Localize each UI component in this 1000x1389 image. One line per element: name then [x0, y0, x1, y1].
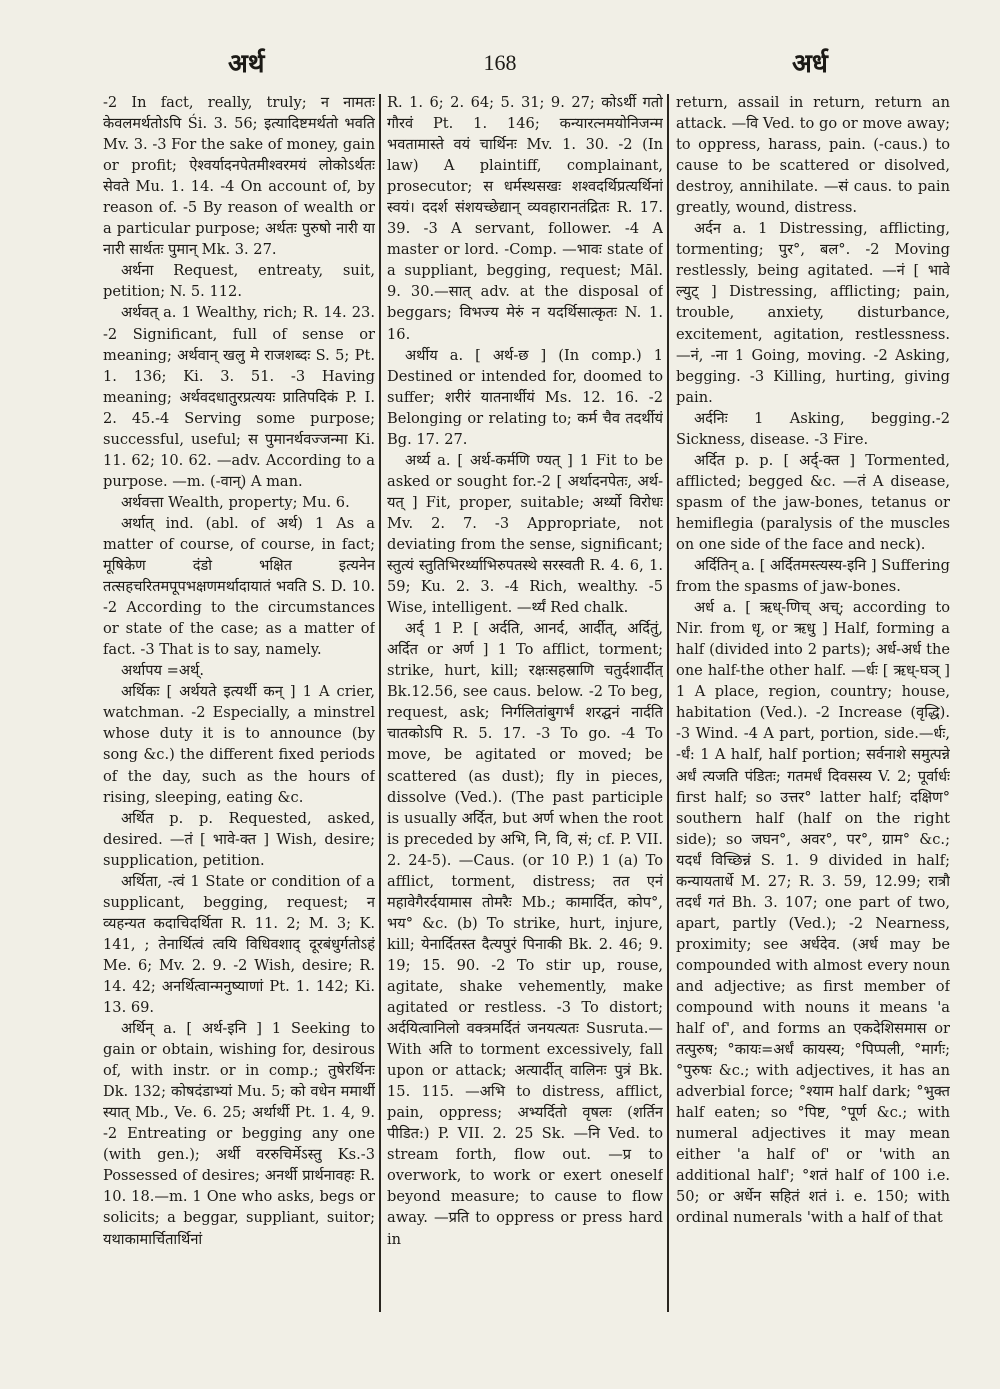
right-running-headword: अर्ध: [792, 49, 828, 79]
page-number: 168: [483, 50, 517, 75]
dictionary-entry: अर्दित p. p. [ अर्द्-क्त ] Tormented, afflicted; begged &c. —तं A disease, spasm of the jaw-bones, tetanus or hemiflegia (paralysis of the muscles on one side of the face and neck).: [676, 451, 950, 553]
page-header: [0, 44, 1000, 84]
dictionary-entry: अर्थना Request, entreaty, suit, petition; N. 5. 112.: [103, 262, 375, 301]
dictionary-entry: अर्थित p. p. Requested, asked, desired. —तं [ भावे-क्त ] Wish, desire; supplication, petition.: [103, 809, 375, 869]
dictionary-entry: return, assail in return, return an attack. —वि Ved. to go or move away; to oppress, harass, pain. (-caus.) to cause to be scattered or disolved, destroy, annihilate. —सं caus. to pain greatly, wound, distress.: [676, 94, 950, 217]
column-3: [676, 92, 950, 1314]
dictionary-entry: अर्थ्य a. [ अर्थ-कर्मणि ण्यत् ] 1 Fit to be asked or sought for.-2 [ अर्थादनपेतः, अर्थ-यत् ] Fit, proper, suitable; अर्थ्यो विरोधः Mv. 2. 7. -3 Appropriate, not deviating from the sense, significant; स्तुत्यं स्तुतिभिरर्थ्याभिरुपतस्थे सरस्वती R. 4. 6, 1. 59; Ku. 2. 3. -4 Rich, wealthy. -5 Wise, intelligent. —र्थ्यं Red chalk.: [387, 451, 663, 617]
dictionary-entry: अर्थिकः [ अर्थयते इत्यर्थी कन् ] 1 A crier, watchman. -2 Especially, a minstrel whose duty it is to announce (by song &c.) the different fixed periods of the day, such as the hours of rising, sleeping, eating &c.: [103, 683, 375, 806]
dictionary-entry: अर्दितिन् a. [ अर्दितमस्त्यस्य-इनि ] Suffering from the spasms of jaw-bones.: [676, 557, 950, 596]
dictionary-entry: अर्थापय =अर्थ्.: [121, 662, 204, 680]
dictionary-entry: अर्थवत्ता Wealth, property; Mu. 6.: [121, 493, 350, 511]
column-divider-2: [667, 94, 669, 1312]
dictionary-entry: अर्थिन् a. [ अर्थ-इनि ] 1 Seeking to gain or obtain, wishing for, desirous of, with instr. or in comp.; तुषेरर्थिनः Dk. 132; कोषदंडाभ्यां Mu. 5; को वधेन ममार्थी स्यात् Mb., Ve. 6. 25; अर्थार्थी Pt. 1. 4, 9. -2 Entreating or begging any one (with gen.); अर्थी वररुचिर्मेऽस्तु Ks.-3 Possessed of desires; अनर्थी प्रार्थनावहः R. 10. 18.—m. 1 One who asks, begs or solicits; a beggar, suppliant, suitor; यथाकामार्चितार्थिनां: [103, 1020, 375, 1248]
dictionary-entry: अर्द् 1 P. [ अर्दति, आनर्द, आर्दीत्, अर्दितुं, अर्दित or अर्ण ] 1 To afflict, torment; strike, hurt, kill; रक्षःसहस्राणि चतुर्दशार्दीत् Bk.12.56, see caus. below. -2 To beg, request, ask; निर्गलितांबुगर्भं शरद्घनं नार्दति चातकोऽपि R. 5. 17. -3 To go. -4 To move, be agitated or moved; be scattered (as dust); fly in pieces, dissolve (Ved.). (The past participle is usually अर्दित, but अर्ण when the root is preceded by अभि, नि, वि, सं; cf. P. VII. 2. 24-5). —Caus. (or 10 P.) 1 (a) To afflict, torment, distress; तत एनं महावेगैरर्दयामास तोमरैः Mb.; कामार्दित, कोप°, भय° &c. (b) To strike, hurt, injure, kill; येनार्दितस्त दैत्यपुरं पिनाकी Bk. 2. 46; 9. 19; 15. 90. -2 To stir up, rouse, agitate, shake vehemently, make agitated or restless. -3 To distort; अर्दयित्वानिलो वक्त्रमर्दितं जनयत्यतः Susruta.— With अति to torment excessively, fall upon or attack; अत्यार्दीत् वालिनः पुत्रं Bk. 15. 115. —अभि to distress, afflict, pain, oppress; अभ्यर्दितो वृषलः (शर्तिन पीडित:) P. VII. 2. 25 Sk. —नि Ved. to stream forth, flow out. —प्र to overwork, to work or exert oneself beyond measure; to cause to flow away. —प्रति to oppress or press hard in: [387, 620, 663, 1248]
dictionary-entry: अर्थीय a. [ अर्थ-छ ] (In comp.) 1 Destined or intended for, doomed to suffer; शरीरं यातनार्थीयं Ms. 12. 16. -2 Belonging or relating to; कर्म चैव तदर्थीयं Bg. 17. 27.: [387, 346, 663, 448]
column-1: [103, 92, 375, 1314]
dictionary-entry: -2 In fact, really, truly; न नामतः केवलमर्थतोऽपि Śi. 3. 56; इत्यादिष्टमर्थतो भवति Mv. 3. -3 For the sake of money, gain or profit; ऐश्वर्यादनपेतमीश्वरमयं लोकोऽर्थतः सेवते Mu. 1. 14. -4 On account of, by reason of. -5 By reason of wealth or a particular purpose; अर्थतः पुरुषो नारी या नारी सार्थतः पुमान् Mk. 3. 27.: [103, 94, 375, 259]
dictionary-entry: अर्थिता, -त्वं 1 State or condition of a supplicant, begging, request; न व्यहन्यत कदाचिदर्थिता R. 11. 2; M. 3; K. 141, ; तेनार्थित्वं त्वयि विधिवशाद् दूरबंधुर्गतोऽहं Me. 6; Mv. 2. 9. -2 Wish, desire; R. 14. 42; अनर्थित्वान्मनुष्याणां Pt. 1. 142; Ki. 13. 69.: [103, 872, 375, 1017]
left-running-headword: अर्थ: [228, 49, 265, 79]
dictionary-entry: अर्थवत् a. 1 Wealthy, rich; R. 14. 23. -2 Significant, full of sense or meaning; अर्थवान् खलु मे राजशब्दः S. 5; Pt. 1. 136; Ki. 3. 51. -3 Having meaning; अर्थवदधातुरप्रत्ययः प्रातिपदिकं P. I. 2. 45.-4 Serving some purpose; successful, useful; स पुमानर्थवज्जन्मा Ki. 11. 62; 10. 62. —adv. According to a purpose. —m. (-वान्) A man.: [103, 304, 375, 490]
dictionary-entry: R. 1. 6; 2. 64; 5. 31; 9. 27; कोऽर्थी गतो गौरवं Pt. 1. 146; कन्यारत्नमयोनिजन्म भवतामास्ते वयं चार्थिनः Mv. 1. 30. -2 (In law) A plaintiff, complainant, prosecutor; स धर्मस्थसखः शश्वदर्थिप्रत्यर्थिनां स्वयं। ददर्श संशयच्छेद्यान् व्यवहारानतंद्रितः R. 17. 39. -3 A servant, follower. -4 A master or lord. -Comp. —भावः state of a suppliant, begging, request; Māl. 9. 30.—सात् adv. at the disposal of beggars; विभज्य मेरुं न यदर्थिसात्कृतः N. 1. 16.: [387, 94, 663, 343]
dictionary-entry: अर्दनिः 1 Asking, begging.-2 Sickness, disease. -3 Fire.: [676, 409, 950, 448]
column-2: [387, 92, 663, 1314]
column-divider-1: [379, 94, 381, 1312]
dictionary-entry: अर्थात् ind. (abl. of अर्थ) 1 As a matter of course, of course, in fact; मूषिकेण दंडो भक्षित इत्यनेन तत्सहचरितमपूपभक्षणमर्थादायातं भवति S. D. 10. -2 According to the circumstances or state of the case; as a matter of fact. -3 That is to say, namely.: [103, 514, 375, 659]
dictionary-entry: अर्ध a. [ ऋध्-णिच् अच्; according to Nir. from धृ, or ऋधु ] Half, forming a half (divided into 2 parts); अर्ध-अर्ध the one half-the other half. —र्धः [ ऋध्-घञ् ] 1 A place, region, country; house, habitation (Ved.). -2 Increase (वृद्धि). -3 Wind. -4 A part, portion, side.—र्धः, -र्धं: 1 A half, half portion; सर्वनाशे समुत्पन्ने अर्धं त्यजति पंडितः; गतमर्धं दिवसस्य V. 2; पूर्वार्धः first half; so उत्तर° latter half; दक्षिण° southern half (half on the right side); so जघन°, अवर°, पर°, ग्राम° &c.; यदर्धं विच्छिन्नं S. 1. 9 divided in half; कन्यायतार्धे M. 27; R. 3. 59, 12.99; रात्रौ तदर्धं गतं Bh. 3. 107; one part of two, apart, partly (Ved.); -2 Nearness, proximity; see अर्धदेव. (अर्ध may be compounded with almost every noun and adjective; as first member of compound with nouns it means 'a half of', and forms an एकदेशिसमास or तत्पुरुष; °कायः=अर्धं कायस्य; °पिप्पली, °मार्गः; °पुरुषः &c.; with adjectives, it has an adverbial force; °श्याम half dark; °भुक्त half eaten; so °पिष्ट, °पूर्ण &c.; with numeral adjectives it may mean either 'a half of' or 'with an additional half'; °शतं half of 100 i.e. 50; or अर्धेन सहितं शतं i. e. 150; with ordinal numerals 'with a half of that: [676, 599, 950, 1227]
dictionary-entry: अर्दन a. 1 Distressing, afflicting, tormenting; पुर°, बल°. -2 Moving restlessly, being agitated. —नं [ भावे ल्युट् ] Distressing, afflicting; pain, trouble, anxiety, disturbance, excitement, agitation, restlessness. —नं, -ना 1 Going, moving. -2 Asking, begging. -3 Killing, hurting, giving pain.: [676, 220, 950, 406]
